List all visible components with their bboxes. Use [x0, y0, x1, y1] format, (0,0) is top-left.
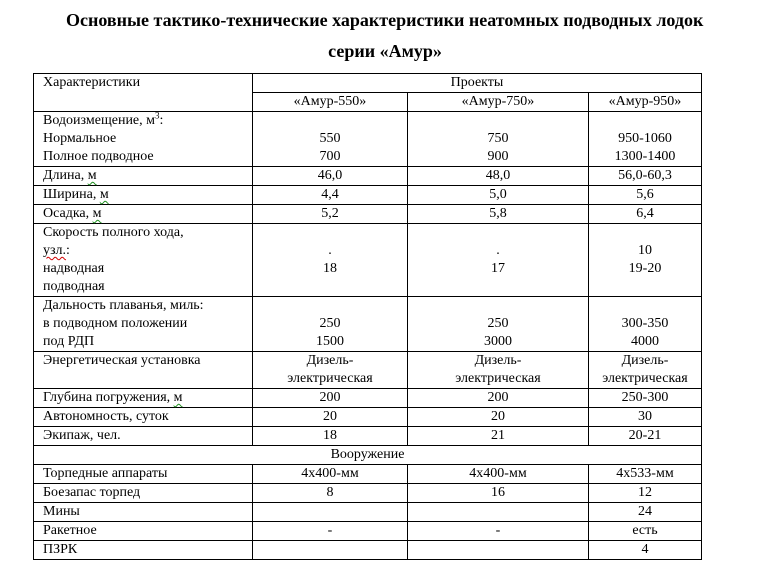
row-label-length: Длина, м [34, 167, 253, 186]
cell-value: 21 [408, 427, 589, 446]
row-label-range: Дальность плаванья, миль: в подводном положении под РДП [34, 297, 253, 352]
header-project-3: «Амур-950» [589, 93, 702, 112]
table-header-row [34, 74, 702, 93]
cell-value [408, 503, 589, 522]
cell-value: 10 19-20 [589, 224, 702, 297]
cell-value: 300-350 4000 [589, 297, 702, 352]
row-label-width: Ширина, м [34, 186, 253, 205]
row-label-power: Энергетическая установка [34, 352, 253, 389]
cell-value: Дизель- электрическая [408, 352, 589, 389]
row-label-torpedo-load: Боезапас торпед [34, 484, 253, 503]
cell-value: 46,0 [253, 167, 408, 186]
section-armament: Вооружение [34, 446, 702, 465]
cell-value: 5,8 [408, 205, 589, 224]
row-label-speed: Скорость полного хода, узл.: надводная подводная [34, 224, 253, 297]
header-project-2: «Амур-750» [408, 93, 589, 112]
table-row [34, 224, 702, 297]
cell-value [253, 503, 408, 522]
row-label-draft: Осадка, м [34, 205, 253, 224]
cell-value: 750 900 [408, 112, 589, 167]
cell-value: 950-1060 1300-1400 [589, 112, 702, 167]
cell-value: 12 [589, 484, 702, 503]
table-row [34, 522, 702, 541]
cell-value: - [253, 522, 408, 541]
cell-value: 56,0-60,3 [589, 167, 702, 186]
cell-value: 5,0 [408, 186, 589, 205]
document-title-line1: Основные тактико-технические характеристики неатомных подводных лодок [66, 10, 704, 30]
table-row [34, 205, 702, 224]
table-section-row [34, 446, 702, 465]
cell-value: 4,4 [253, 186, 408, 205]
table-row [34, 186, 702, 205]
table-row [34, 484, 702, 503]
table-row [34, 112, 702, 167]
header-projects: Проекты [253, 74, 702, 93]
cell-value: - [408, 522, 589, 541]
cell-value: Дизель- электрическая [253, 352, 408, 389]
document-title-line2: серии «Амур» [328, 41, 442, 61]
row-label-crew: Экипаж, чел. [34, 427, 253, 446]
cell-value: Дизель- электрическая [589, 352, 702, 389]
cell-value: есть [589, 522, 702, 541]
table-row [34, 503, 702, 522]
cell-value: . 18 [253, 224, 408, 297]
cell-value: 30 [589, 408, 702, 427]
row-label-torpedo-tubes: Торпедные аппараты [34, 465, 253, 484]
cell-value: 20 [253, 408, 408, 427]
cell-value: 48,0 [408, 167, 589, 186]
cell-value: 24 [589, 503, 702, 522]
cell-value: 4x533-мм [589, 465, 702, 484]
cell-value: 250-300 [589, 389, 702, 408]
header-characteristics: Характеристики [34, 74, 253, 112]
cell-value: 250 1500 [253, 297, 408, 352]
cell-value: 4 [589, 541, 702, 560]
cell-value: 4x400-мм [253, 465, 408, 484]
table-row [34, 408, 702, 427]
cell-value: 250 3000 [408, 297, 589, 352]
row-label-autonomy: Автономность, суток [34, 408, 253, 427]
cell-value: 5,6 [589, 186, 702, 205]
row-label-missile: Ракетное [34, 522, 253, 541]
table-row [34, 297, 702, 352]
cell-value [253, 541, 408, 560]
table-row [34, 465, 702, 484]
cell-value: 200 [253, 389, 408, 408]
table-row [34, 167, 702, 186]
header-project-1: «Амур-550» [253, 93, 408, 112]
cell-value: 4x400-мм [408, 465, 589, 484]
cell-value [408, 541, 589, 560]
table-row [34, 541, 702, 560]
cell-value: 550 700 [253, 112, 408, 167]
table-row [34, 427, 702, 446]
cell-value: . 17 [408, 224, 589, 297]
specifications-table [33, 73, 702, 560]
cell-value: 200 [408, 389, 589, 408]
cell-value: 8 [253, 484, 408, 503]
row-label-displacement: Водоизмещение, $м^3$: Нормальное Полное подводное [34, 112, 253, 167]
row-label-mines: Мины [34, 503, 253, 522]
row-label-manpads: ПЗРК [34, 541, 253, 560]
cell-value: 5,2 [253, 205, 408, 224]
table-row [34, 352, 702, 389]
row-label-depth: Глубина погружения, м [34, 389, 253, 408]
cell-value: 18 [253, 427, 408, 446]
cell-value: 16 [408, 484, 589, 503]
cell-value: 20-21 [589, 427, 702, 446]
cell-value: 20 [408, 408, 589, 427]
table-row [34, 389, 702, 408]
cell-value: 6,4 [589, 205, 702, 224]
